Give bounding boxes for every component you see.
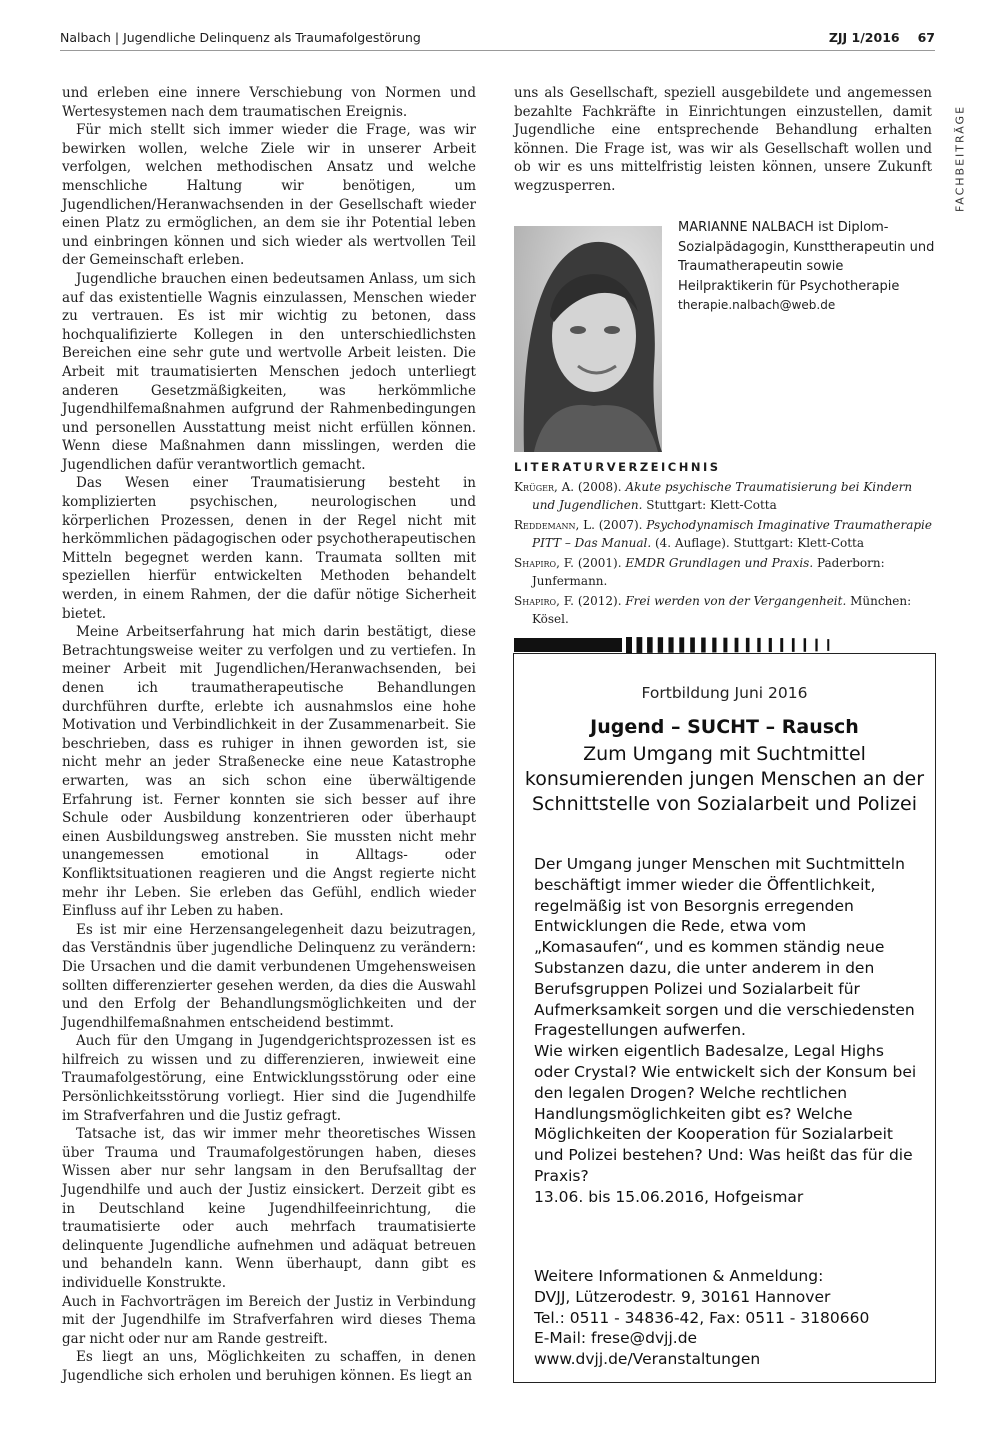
- paragraph: Es ist mir eine Herzensangelegenheit dazu beizutragen, das Verständnis über jugendliche Delinquenz zu verändern: Die Ursachen und die damit verbundenen Umgehensweisen sollten differenzierter gesehen werden, da dies die Auswahl und den Erfolg der Behandlungsmöglichkeiten und der Jugendhilfemaßnahmen entscheidend bestimmt.: [62, 921, 476, 1031]
- bar-tick: [637, 637, 643, 653]
- page-number: 67: [917, 30, 935, 45]
- reference-entry: [514, 516, 934, 552]
- paragraph: Meine Arbeitserfahrung hat mich darin bestätigt, diese Betrachtungsweise weiter zu verfolgen und zu vertiefen. In meiner Arbeit mit Jugendlichen/Heranwachsenden, bei denen ich traumatherapeutische Behandlungen durchführen durfte, erlebte ich ausnahmslos eine hohe Motivation und Verbindlichkeit in der Zusammenarbeit. Sie beschrieben, dass es ruhiger in ihnen geworden ist, sie nicht mehr an jeder Straßenecke eine neue Katastrophe erwarten, was an sich schon eine überwältigende Erfahrung ist. Ferner konnten sie sich besser auf ihre Schule oder Ausbildung konzentrieren oder überhaupt einen Ausbildungsweg anstreben. Sie mussten nicht mehr unangemessen emotional in Alltags- oder Konfliktsituationen reagieren und die Angst regierte nicht mehr ihr Leben. Sie erleben das Gefühl, endlich wieder Einfluss auf ihr Leben zu haben.: [62, 624, 476, 920]
- section-label: FACHBEITRÄGE: [953, 104, 967, 213]
- paragraph: Das Wesen einer Traumatisierung besteht in komplizierten psychischen, neurologischen und körperlichen Prozessen, denen in der Regel nicht mit herkömmlichen pädagogischen oder psychotherapeutischen Mitteln begegnet werden kann. Traumata sollten mit speziellen hierfür entwickelten Methoden behandelt werden, in einem Rahmen, der die dafür nötige Sicherheit bietet.: [62, 475, 476, 622]
- bar-tick: [701, 638, 705, 653]
- header-article-title: Jugendliche Delinquenz als Traumafolgestörung: [123, 30, 421, 45]
- reference-author: Reddemann, L. (2007).: [514, 518, 643, 532]
- ad-title: Jugend – SUCHT – Rausch: [590, 716, 859, 738]
- bar-tick: [647, 637, 653, 653]
- ad-body: [534, 854, 923, 1208]
- contact-address: DVJJ, Lützerodestr. 9, 30161 Hannover: [534, 1287, 831, 1306]
- reference-title: EMDR Grundlagen und Praxis.: [625, 556, 814, 570]
- section-tab: [950, 92, 970, 242]
- ad-body-text: Der Umgang junger Menschen mit Suchtmitteln beschäftigt immer wieder die Öffentlichkeit, regelmäßig ist von Besorgnis erregenden Entwicklungen die Rede, etwa vom „Komasaufen“, und es kommen ständig neue Substanzen dazu, die unter anderem in den Berufsgruppen Polizei und Sozialarbeit für Aufmerksamkeit sorgen und die verschiedensten Fragestellungen aufwerfen.: [534, 855, 915, 1040]
- reference-title: Akute psychische Traumatisierung bei Kindern und Jugendlichen.: [532, 480, 913, 512]
- bar-tick: [792, 638, 795, 652]
- reference-author: Krüger, A. (2008).: [514, 480, 622, 494]
- paragraph: uns als Gesellschaft, speziell ausgebildete und angemessen bezahlte Fachkräfte in Einrichtungen einzustellen, damit Jugendliche eine entsprechende Behandlung erhalten können. Die Frage ist, was wir als Gesellschaft wollen und ob wir es uns mittelfristig leisten können, unsere Zukunft wegzusperren.: [514, 85, 932, 194]
- bar-tick: [679, 637, 684, 652]
- paragraph: Auch für den Umgang in Jugendgerichtsprozessen ist es hilfreich zu wissen und zu differenzieren, inwieweit eine Traumafolgestörung, eine Entwicklungsstörung oder eine Persönlichkeitsstörung vorliegt. Hier sind die Jugendhilfe im Strafverfahren und die Justiz gefragt.: [62, 1033, 476, 1124]
- bar-tick: [827, 639, 829, 651]
- literature-list: [514, 478, 934, 630]
- reference-author: Shapiro, F. (2001).: [514, 556, 622, 570]
- running-header: [60, 30, 935, 51]
- author-bio: [678, 218, 938, 316]
- paragraph: Jugendliche brauchen einen bedeutsamen Anlass, um sich auf das existentielle Wagnis einzulassen, Menschen wieder zu vertrauen. Es ist mir wichtig zu betonen, dass hochqualifizierte Kollegen in den unterschiedlichsten Bereichen eine sehr gute und wertvolle Arbeit leisten. Die Arbeit mit traumatisierten Menschen jedoch unterliegt anderen Gesetzmäßigkeiten, was herkömmliche Jugendhilfemaßnahmen aufgrund der Rahmenbedingungen und personellen Ausstattung meist nicht erfüllen können. Wenn diese Maßnahmen dann misslingen, werden die Jugendlichen dafür verantwortlich gemacht.: [62, 270, 476, 473]
- header-author: Nalbach: [60, 30, 111, 45]
- bar-tick: [815, 639, 817, 652]
- header-left: [60, 30, 421, 45]
- contact-website-link[interactable]: www.dvjj.de/Veranstaltungen: [534, 1350, 761, 1369]
- reference-author: Shapiro, F. (2012).: [514, 594, 622, 608]
- paragraph: Tatsache ist, das wir immer mehr theoretisches Wissen über Trauma und Traumafolgestörungen haben, dieses Wissen aber nur sehr langsam in den Berufsalltag der Jugendhilfe und auch der Justiz einsickert. Derzeit gibt es in Deutschland keine Jugendhilfeeinrichtung, die traumatisierte oder auch mehrfach traumatisierte delinquente Jugendliche aufnehmen und adäquat betreuen und behandeln kann. Wenn überhaupt, dann gibt es individuelle Konstrukte.: [62, 1126, 476, 1291]
- journal-issue: ZJJ 1/2016: [828, 30, 900, 45]
- header-right: [829, 30, 935, 45]
- ad-subtitle: Zum Umgang mit Suchtmittel konsumierenden jungen Menschen an der Schnittstelle von Sozialarbeit und Polizei: [524, 743, 925, 815]
- contact-line: Weitere Informationen & Anmeldung:: [534, 1267, 824, 1285]
- bio-text: MARIANNE NALBACH ist Diplom-Sozialpädagogin, Kunsttherapeutin und Traumatherapeutin sowie Heilpraktikerin für Psychotherapie: [678, 220, 935, 294]
- reference-title: Frei werden von der Vergangenheit.: [625, 594, 847, 608]
- bar-tick: [712, 638, 716, 653]
- paragraph: Es liegt an uns, Möglichkeiten zu schaffen, in denen Jugendliche sich erholen und beruhigen können. Es liegt an: [62, 1349, 476, 1384]
- ad-date-place: 13.06. bis 15.06.2016, Hofgeismar: [534, 1187, 804, 1206]
- paragraph: Für mich stellt sich immer wieder die Frage, was wir bewirken wollen, welche Ziele wir in unserer Arbeit verfolgen, welchen methodischen Ansatz und welche menschliche Haltung wir benötigen, um Jugendlichen/Heranwachsenden in der Gesellschaft wieder einen Platz zu ermöglichen, an dem sie ihr Potential leben und einbringen können und sich wieder als wertvollen Teil der Gemeinschaft erleben.: [62, 122, 476, 269]
- bio-email: therapie.nalbach@web.de: [678, 298, 836, 312]
- literature-heading: LITERATURVERZEICHNIS: [514, 460, 721, 474]
- bar-tick: [769, 638, 772, 652]
- ad-kicker: Fortbildung Juni 2016: [641, 684, 808, 702]
- ad-questions: Wie wirken eigentlich Badesalze, Legal Highs oder Crystal? Wie entwickelt sich der Konsum bei den legalen Drogen? Welche rechtlichen Handlungsmöglichkeiten gibt es? Welche Möglichkeiten der Kooperation für Sozialarbeit und Polizei bestehen? Und: Was heißt das für die Praxis?: [534, 1042, 917, 1185]
- reference-entry: [514, 592, 934, 628]
- paragraph: Auch in Fachvorträgen im Bereich der Justiz in Verbindung mit der Jugendhilfe im Strafverfahren wird dieses Thema gar nicht oder nur am Rande gestreift.: [62, 1293, 476, 1347]
- contact-email-link[interactable]: E-Mail: frese@dvjj.de: [534, 1329, 698, 1348]
- bar-tick: [690, 637, 695, 652]
- reference-title: Psychodynamisch Imaginative Traumatherapie PITT – Das Manual.: [532, 518, 932, 550]
- author-portrait-image: [514, 226, 662, 452]
- reference-publisher: (4. Auflage). Stuttgart: Klett-Cotta: [654, 536, 865, 550]
- right-column: [514, 84, 932, 196]
- author-photo: [514, 226, 662, 452]
- header-separator: |: [114, 30, 120, 45]
- bar-tick: [723, 638, 727, 653]
- bar-tick: [780, 638, 783, 652]
- left-column: [62, 84, 476, 1386]
- bar-tick: [668, 637, 673, 652]
- reference-entry: [514, 478, 934, 514]
- contact-phone: Tel.: 0511 - 34836-42, Fax: 0511 - 3180660: [534, 1308, 870, 1327]
- bar-tick: [746, 638, 750, 652]
- reference-publisher: München: Kösel.: [532, 594, 912, 626]
- bar-tick: [626, 637, 632, 653]
- paragraph: und erleben eine innere Verschiebung von Normen und Wertesystemen nach dem traumatischen Ereignis.: [62, 85, 476, 120]
- bar-tick: [658, 637, 663, 653]
- bar-tick: [757, 638, 760, 652]
- advertisement-box: [513, 653, 936, 1383]
- reference-publisher: Paderborn: Junfermann.: [532, 556, 885, 588]
- reference-entry: [514, 554, 934, 590]
- reference-publisher: Stuttgart: Klett-Cotta: [646, 498, 777, 512]
- ad-contact: [534, 1266, 923, 1370]
- bar-tick: [735, 638, 739, 653]
- bar-tick: [804, 638, 806, 652]
